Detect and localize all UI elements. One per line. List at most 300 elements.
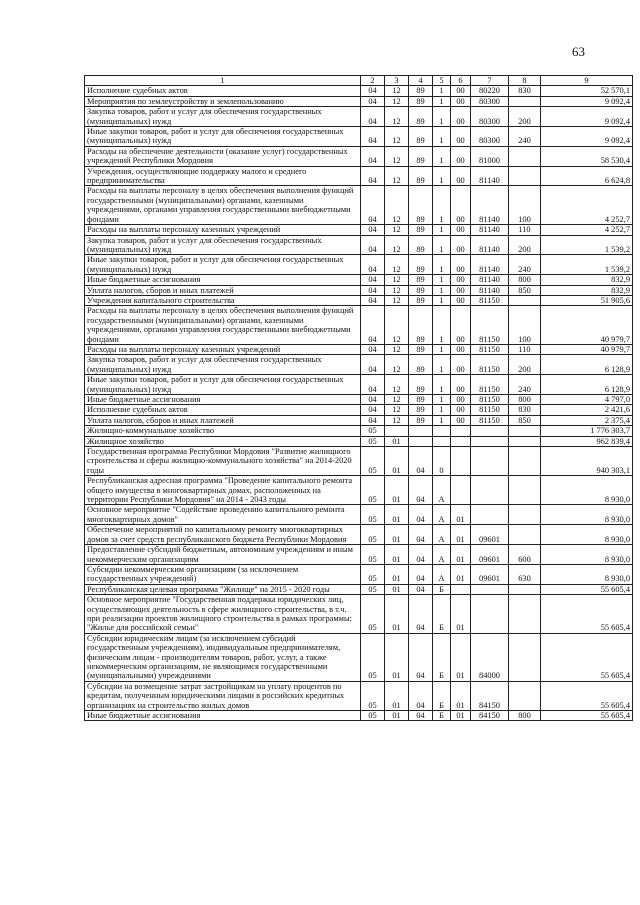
code-cell: 89 [409,355,433,375]
amount-cell: 40 979,7 [541,344,633,354]
code-cell: 04 [361,375,385,395]
code-cell [509,505,541,525]
code-cell: 04 [409,505,433,525]
amount-cell: 832,9 [541,285,633,295]
amount-cell: 55 605,4 [541,584,633,594]
code-cell: 05 [361,426,385,436]
code-cell: 89 [409,186,433,225]
column-header-5: 5 [433,76,451,86]
code-cell: 04 [361,355,385,375]
code-cell: 00 [451,186,471,225]
code-cell: 01 [385,595,409,634]
row-name: Субсидии на возмещение затрат застройщикам на уплату процентов по кредитам, полученным юридическими лицами в российских кредитных организациях на строительство жилых домов [85,681,361,710]
row-name: Учреждения капитального строительства [85,295,361,305]
code-cell: 80300 [471,96,509,106]
row-name: Жилищно-коммунальное хозяйство [85,426,361,436]
code-cell: А [433,545,451,565]
column-header-8: 8 [509,76,541,86]
table-row [85,595,633,634]
code-cell: 05 [361,564,385,584]
row-name: Закупка товаров, работ и услуг для обеспечения государственных (муниципальных) нужд [85,235,361,255]
code-cell: 84150 [471,681,509,710]
code-cell: 81150 [471,375,509,395]
code-cell: 01 [385,633,409,681]
amount-cell: 8 930,0 [541,564,633,584]
code-cell: 81140 [471,225,509,235]
code-cell: 04 [361,275,385,285]
amount-cell: 6 128,9 [541,355,633,375]
code-cell: 0 [433,447,451,476]
table-row [85,86,633,96]
code-cell [451,447,471,476]
row-name: Предоставление субсидий бюджетным, автономным учреждениям и иным некоммерческим организациям [85,545,361,565]
code-cell: 1 [433,355,451,375]
code-cell: 1 [433,96,451,106]
code-cell [509,584,541,594]
row-name: Субсидии юридическим лицам (за исключением субсидий государственным учреждениям), индивидуальным предпринимателям, физическим лицам - производителям товаров, работ, услуг, а также некоммерческим организациям, не являющимся государственными (муниципальными) учреждениями [85,633,361,681]
code-cell: Б [433,681,451,710]
row-name: Расходы на выплаты персоналу в целях обеспечения выполнения функций государственными (муниципальными) органами, казенными учреждениями, органами управления государственными внебюджетными фондами [85,306,361,345]
code-cell: 01 [385,584,409,594]
code-cell: 05 [361,447,385,476]
code-cell [471,426,509,436]
row-name: Уплата налогов, сборов и иных платежей [85,415,361,425]
amount-cell: 4 252,7 [541,186,633,225]
amount-cell: 962 839,4 [541,436,633,446]
code-cell: 84150 [471,711,509,721]
table-row [85,505,633,525]
table-row [85,436,633,446]
code-cell: 1 [433,344,451,354]
table-row [85,711,633,721]
row-name: Исполнение судебных актов [85,86,361,96]
code-cell: 89 [409,415,433,425]
code-cell: 09601 [471,564,509,584]
code-cell [509,681,541,710]
code-cell: 1 [433,306,451,345]
code-cell [509,525,541,545]
code-cell: 12 [385,186,409,225]
code-cell [509,146,541,166]
code-cell [409,426,433,436]
code-cell: 81150 [471,295,509,305]
code-cell [451,436,471,446]
code-cell: 1 [433,86,451,96]
code-cell: Б [433,711,451,721]
code-cell: 81140 [471,255,509,275]
code-cell: 01 [385,545,409,565]
row-name: Иные закупки товаров, работ и услуг для обеспечения государственных (муниципальных) нужд [85,127,361,147]
code-cell: 240 [509,127,541,147]
code-cell [471,476,509,505]
table-row [85,146,633,166]
table-row [85,306,633,345]
code-cell: 12 [385,285,409,295]
table-row [85,375,633,395]
amount-cell: 55 605,4 [541,633,633,681]
code-cell: 1 [433,166,451,186]
row-name: Уплата налогов, сборов и иных платежей [85,285,361,295]
code-cell: 04 [409,681,433,710]
code-cell: 240 [509,255,541,275]
code-cell: 89 [409,344,433,354]
code-cell: 05 [361,476,385,505]
code-cell: 81140 [471,275,509,285]
code-cell: 01 [451,633,471,681]
column-header-7: 7 [471,76,509,86]
code-cell: 04 [409,447,433,476]
code-cell: 04 [361,395,385,405]
code-cell [509,476,541,505]
code-cell: 05 [361,633,385,681]
code-cell: 04 [361,86,385,96]
code-cell: 12 [385,306,409,345]
code-cell: Б [433,595,451,634]
code-cell [471,447,509,476]
code-cell: 89 [409,225,433,235]
amount-cell: 52 570,1 [541,86,633,96]
code-cell: 1 [433,255,451,275]
code-cell [471,584,509,594]
amount-cell: 9 092,4 [541,96,633,106]
row-name: Государственная программа Республики Мордовия "Развитие жилищного строительства и сферы жилищно-коммунального хозяйства" на 2014-2020 годы [85,447,361,476]
row-name: Субсидии некоммерческим организациям (за исключением государственных учреждений) [85,564,361,584]
code-cell [471,595,509,634]
code-cell: 04 [361,344,385,354]
code-cell: 100 [509,306,541,345]
code-cell: 04 [361,96,385,106]
table-row [85,545,633,565]
code-cell: 81140 [471,235,509,255]
table-row [85,96,633,106]
code-cell: 04 [361,127,385,147]
code-cell: 04 [361,146,385,166]
code-cell: 12 [385,405,409,415]
code-cell: 1 [433,186,451,225]
code-cell: 04 [361,225,385,235]
code-cell: 1 [433,415,451,425]
column-header-4: 4 [409,76,433,86]
code-cell: А [433,505,451,525]
code-cell [451,426,471,436]
code-cell [509,447,541,476]
amount-cell: 1 539,2 [541,235,633,255]
code-cell: 00 [451,107,471,127]
code-cell: 00 [451,344,471,354]
amount-cell: 8 930,0 [541,476,633,505]
code-cell: 12 [385,344,409,354]
code-cell: 00 [451,415,471,425]
code-cell: 05 [361,595,385,634]
row-name: Жилищное хозяйство [85,436,361,446]
amount-cell: 832,9 [541,275,633,285]
code-cell: 1 [433,375,451,395]
code-cell: 01 [385,476,409,505]
code-cell: 04 [361,415,385,425]
amount-cell: 2 375,4 [541,415,633,425]
amount-cell: 55 605,4 [541,681,633,710]
code-cell: 00 [451,255,471,275]
code-cell: 01 [385,505,409,525]
code-cell: Б [433,633,451,681]
code-cell: 00 [451,275,471,285]
code-cell: 04 [361,285,385,295]
code-cell: 100 [509,186,541,225]
code-cell [509,633,541,681]
code-cell: 81150 [471,415,509,425]
amount-cell: 1 776 303,7 [541,426,633,436]
row-name: Обеспечение мероприятий по капитальному ремонту многоквартирных домов за счет средств республиканского бюджета Республики Мордовия [85,525,361,545]
code-cell: 200 [509,355,541,375]
code-cell: 89 [409,146,433,166]
code-cell: 89 [409,127,433,147]
table-row [85,564,633,584]
code-cell: 09601 [471,525,509,545]
code-cell: 89 [409,86,433,96]
code-cell: 81140 [471,285,509,295]
code-cell: 12 [385,375,409,395]
code-cell: 12 [385,255,409,275]
code-cell [451,584,471,594]
code-cell [509,426,541,436]
table-header-row [85,76,633,86]
code-cell: 04 [409,525,433,545]
row-name: Основное мероприятие "Содействие проведению капитального ремонта многоквартирных домов" [85,505,361,525]
table-row [85,584,633,594]
amount-cell: 51 905,6 [541,295,633,305]
row-name: Мероприятия по землеустройству и землепользованию [85,96,361,106]
code-cell: 12 [385,166,409,186]
code-cell: 89 [409,285,433,295]
row-name: Исполнение судебных актов [85,405,361,415]
code-cell: 00 [451,166,471,186]
amount-cell: 9 092,4 [541,127,633,147]
row-name: Закупка товаров, работ и услуг для обеспечения государственных (муниципальных) нужд [85,107,361,127]
code-cell [433,436,451,446]
row-name: Закупка товаров, работ и услуг для обеспечения государственных (муниципальных) нужд [85,355,361,375]
table-row [85,344,633,354]
code-cell: 89 [409,275,433,285]
code-cell: 81140 [471,186,509,225]
code-cell: 01 [385,564,409,584]
code-cell: 01 [451,564,471,584]
row-name: Республиканская адресная программа "Проведение капитального ремонта общего имущества в многоквартирных домах, расположенных на территории Республики Мордовия" на 2014 - 2043 годы [85,476,361,505]
code-cell: 850 [509,285,541,295]
table-row [85,415,633,425]
code-cell: 00 [451,375,471,395]
row-name: Иные бюджетные ассигнования [85,275,361,285]
code-cell: 01 [385,681,409,710]
code-cell: 05 [361,505,385,525]
code-cell: 00 [451,295,471,305]
amount-cell: 55 605,4 [541,711,633,721]
code-cell: 240 [509,375,541,395]
amount-cell: 8 930,0 [541,525,633,545]
code-cell: 89 [409,255,433,275]
amount-cell: 8 930,0 [541,545,633,565]
code-cell: 12 [385,96,409,106]
code-cell [509,595,541,634]
code-cell: 04 [361,306,385,345]
code-cell: 81150 [471,344,509,354]
column-header-1: 1 [85,76,361,86]
code-cell: 04 [361,166,385,186]
table-row [85,447,633,476]
row-name: Иные бюджетные ассигнования [85,711,361,721]
code-cell: 05 [361,711,385,721]
amount-cell: 6 128,9 [541,375,633,395]
code-cell: 12 [385,107,409,127]
code-cell: 89 [409,235,433,255]
code-cell [433,426,451,436]
page-number: 63 [572,44,585,59]
code-cell: 01 [451,545,471,565]
table-row [85,225,633,235]
code-cell: 80220 [471,86,509,96]
code-cell: 12 [385,146,409,166]
code-cell: 01 [451,525,471,545]
code-cell: 12 [385,355,409,375]
code-cell: 00 [451,285,471,295]
code-cell: 12 [385,275,409,285]
code-cell: 04 [409,711,433,721]
code-cell: 89 [409,405,433,415]
table-row [85,285,633,295]
column-header-3: 3 [385,76,409,86]
code-cell: 12 [385,235,409,255]
code-cell [471,436,509,446]
row-name: Республиканская целевая программа "Жилище" на 2015 - 2020 годы [85,584,361,594]
code-cell: 00 [451,225,471,235]
table-body [85,86,633,721]
code-cell: 80300 [471,107,509,127]
code-cell: 12 [385,225,409,235]
code-cell: 81140 [471,166,509,186]
budget-table [84,75,633,721]
code-cell: 89 [409,295,433,305]
amount-cell: 9 092,4 [541,107,633,127]
code-cell: 04 [361,405,385,415]
code-cell: 12 [385,415,409,425]
row-name: Учреждения, осуществляющие поддержку малого и среднего предпринимательства [85,166,361,186]
table-row [85,275,633,285]
code-cell: 01 [385,711,409,721]
amount-cell: 6 624,8 [541,166,633,186]
code-cell: 04 [409,476,433,505]
table-row [85,166,633,186]
code-cell: 05 [361,525,385,545]
code-cell: 01 [385,525,409,545]
table-row [85,355,633,375]
row-name: Расходы на обеспечение деятельности (оказание услуг) государственных учреждений Республики Мордовия [85,146,361,166]
table-row [85,127,633,147]
amount-cell: 1 539,2 [541,255,633,275]
code-cell: 04 [361,186,385,225]
code-cell: 04 [409,545,433,565]
row-name: Расходы на выплаты персоналу казенных учреждений [85,344,361,354]
code-cell: 00 [451,146,471,166]
code-cell: 01 [385,436,409,446]
column-header-2: 2 [361,76,385,86]
table-row [85,405,633,415]
table-row [85,255,633,275]
code-cell: 00 [451,86,471,96]
code-cell: 00 [451,127,471,147]
code-cell: 04 [409,633,433,681]
code-cell: 81000 [471,146,509,166]
amount-cell: 40 979,7 [541,306,633,345]
code-cell: 89 [409,96,433,106]
code-cell [471,505,509,525]
table-row [85,476,633,505]
code-cell [409,436,433,446]
code-cell: А [433,564,451,584]
code-cell: 1 [433,235,451,255]
amount-cell: 55 605,4 [541,595,633,634]
code-cell: 04 [361,295,385,305]
code-cell: 84000 [471,633,509,681]
code-cell: 1 [433,285,451,295]
code-cell: 81150 [471,306,509,345]
code-cell: 12 [385,295,409,305]
code-cell: 600 [509,545,541,565]
code-cell: 830 [509,405,541,415]
code-cell: 89 [409,375,433,395]
code-cell: 01 [451,711,471,721]
code-cell: 04 [361,255,385,275]
column-header-6: 6 [451,76,471,86]
code-cell: 81150 [471,395,509,405]
column-header-9: 9 [541,76,633,86]
code-cell: 01 [451,505,471,525]
code-cell [509,166,541,186]
code-cell: 04 [361,235,385,255]
code-cell: 800 [509,711,541,721]
code-cell: 630 [509,564,541,584]
table-row [85,633,633,681]
row-name: Иные бюджетные ассигнования [85,395,361,405]
code-cell: 00 [451,355,471,375]
code-cell: 05 [361,436,385,446]
code-cell: 04 [409,584,433,594]
code-cell: 12 [385,86,409,96]
code-cell: 01 [451,681,471,710]
code-cell: 04 [361,107,385,127]
code-cell: 01 [385,447,409,476]
code-cell: 12 [385,395,409,405]
code-cell: 80300 [471,127,509,147]
code-cell [451,476,471,505]
code-cell: 850 [509,415,541,425]
code-cell: 1 [433,107,451,127]
code-cell: 200 [509,235,541,255]
code-cell [385,426,409,436]
code-cell: 00 [451,96,471,106]
code-cell: 830 [509,86,541,96]
table-row [85,107,633,127]
table-row [85,395,633,405]
code-cell: 00 [451,405,471,415]
code-cell: Б [433,584,451,594]
amount-cell: 2 421,6 [541,405,633,415]
amount-cell: 8 930,0 [541,505,633,525]
code-cell: 800 [509,395,541,405]
code-cell: 09601 [471,545,509,565]
code-cell: 1 [433,395,451,405]
code-cell: 89 [409,395,433,405]
code-cell: 05 [361,681,385,710]
table-row [85,235,633,255]
